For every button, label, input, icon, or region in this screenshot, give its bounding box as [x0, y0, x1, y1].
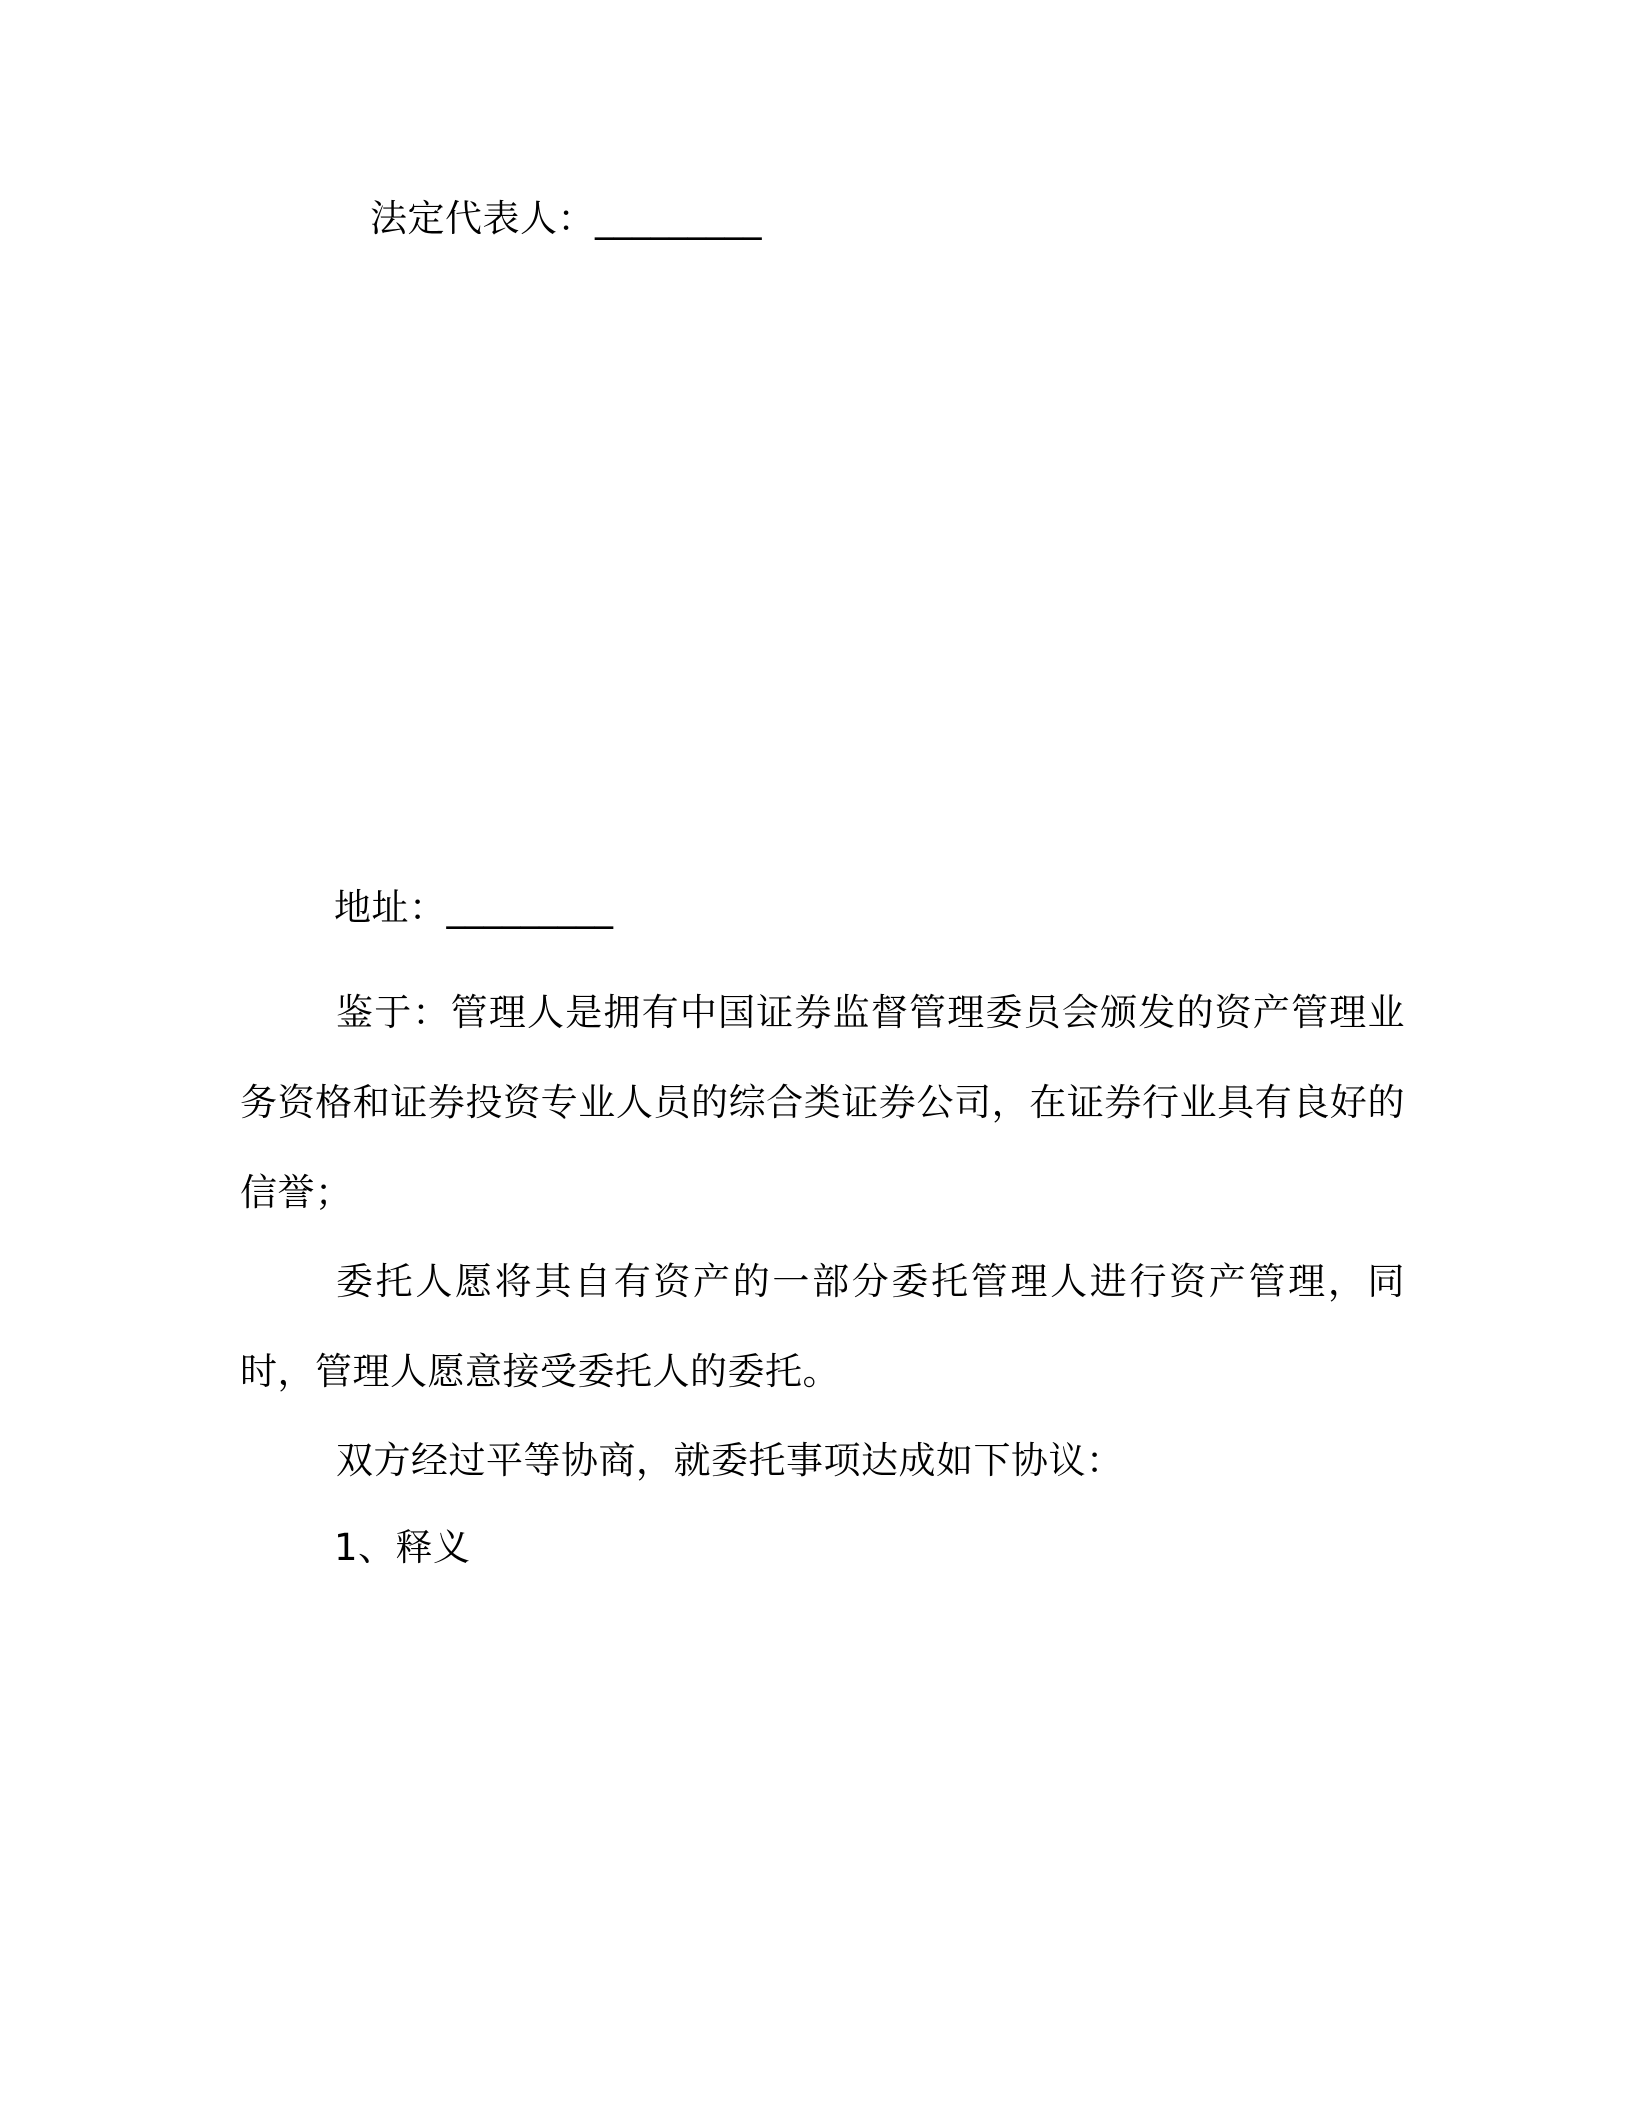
whereas-paragraph: 鉴于：管理人是拥有中国证券监督管理委员会颁发的资产管理业务资格和证券投资专业人员的综合类证券公司，在证券行业具有良好的信誉； — [240, 991, 1405, 1214]
legal-representative-label: 法定代表人： — [370, 197, 595, 240]
legal-representative-line — [370, 195, 762, 243]
agreement-intro-paragraph: 双方经过平等协商，就委托事项达成如下协议： — [336, 1439, 1124, 1482]
section-heading-definitions: 1、释义 — [334, 1526, 471, 1569]
address-blank: _________ — [446, 886, 613, 929]
entrustment-paragraph: 委托人愿将其自有资产的一部分委托管理人进行资产管理，同时，管理人愿意接受委托人的委托。 — [240, 1260, 1405, 1393]
legal-representative-blank: _________ — [595, 197, 762, 240]
address-line — [334, 884, 613, 932]
address-label: 地址： — [334, 886, 447, 929]
